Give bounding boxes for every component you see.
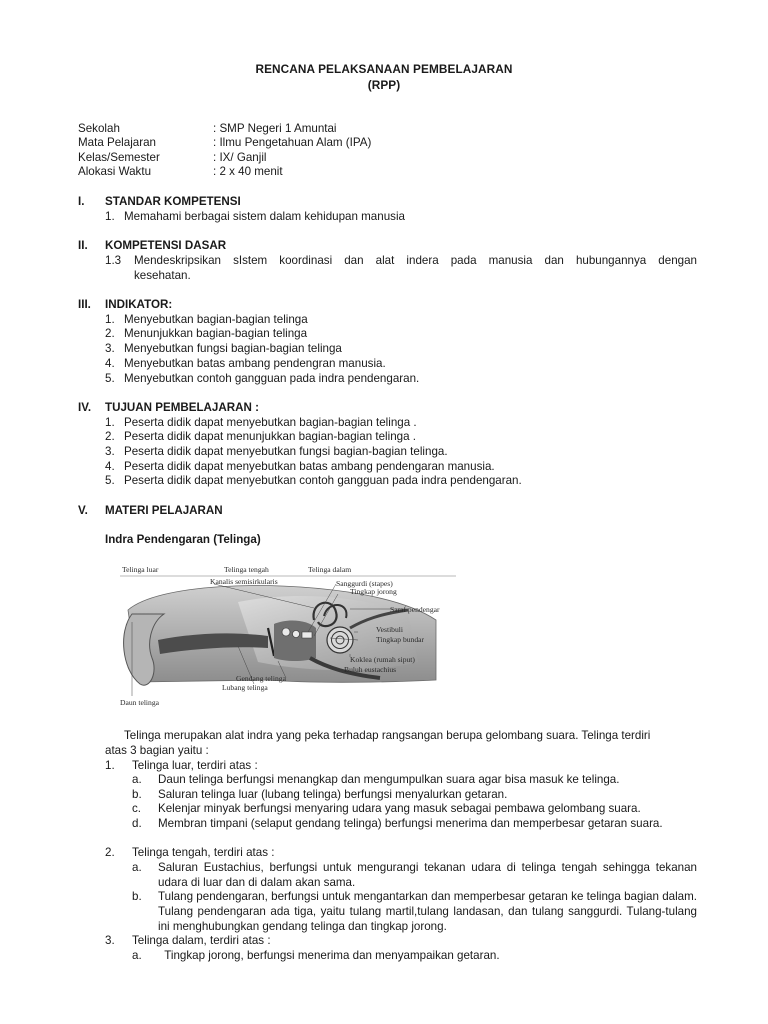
intro-paragraph: Telinga merupakan alat indra yang peka terhadap rangsangan berupa gelombang suara. Telinga terdiri [124,729,651,742]
sub-item: Tingkap jorong, berfungsi menerima dan menyampaikan getaran. [158,949,500,962]
document-subtitle: (RPP) [367,78,401,92]
identity-label: Kelas/Semester [78,151,160,164]
sub-item: Saluran Eustachius, berfungsi untuk mengurangi tekanan udara di telinga tengah sehingga tekanan udara di luar dan di dalam akan sama. [158,861,697,889]
label-koklea: Koklea (rumah siput) [350,655,415,664]
part-heading: Telinga tengah, terdiri atas : [132,846,275,859]
label-telinga-tengah: Telinga tengah [224,565,269,574]
sub-letter: d. [132,817,142,830]
list-number: 4. [105,357,115,370]
section-heading: KOMPETENSI DASAR [105,239,227,252]
list-item: Memahami berbagai sistem dalam kehidupan manusia [124,210,405,223]
list-item: Menyebutkan contoh gangguan pada indra pendengaran. [124,372,420,385]
ear-diagram-svg [118,562,458,708]
label-saraf-pendengar: Saraf pendengar [390,605,440,614]
label-lubang-telinga: Lubang telinga [222,683,268,692]
middle-ear-cavity [274,621,316,661]
sub-item: Saluran telinga luar (lubang telinga) berfungsi menyalurkan getaran. [158,788,508,801]
identity-value: : SMP Negeri 1 Amuntai [213,122,337,135]
list-number: 2. [105,430,115,443]
part-heading: Telinga dalam, terdiri atas : [132,934,271,947]
list-number: 1.3 [105,254,122,267]
identity-label: Sekolah [78,122,120,135]
part-number: 2. [105,846,115,859]
list-number: 3. [105,342,115,355]
list-item: Mendeskripsikan sIstem koordinasi dan alat indera pada manusia dan hubungannya dengan [134,254,697,267]
list-item: Menyebutkan fungsi bagian-bagian telinga [124,342,342,355]
part-number: 1. [105,759,115,772]
martil-bone [282,628,290,636]
list-number: 5. [105,474,115,487]
list-number: 3. [105,445,115,458]
intro-paragraph-continuation: atas 3 bagian yaitu : [105,744,209,757]
label-daun-telinga: Daun telinga [120,698,160,707]
label-telinga-dalam: Telinga dalam [308,565,352,574]
identity-label: Alokasi Waktu [78,165,152,178]
part-number: 3. [105,934,115,947]
list-item: Peserta didik dapat menyebutkan fungsi bagian-bagian telinga. [124,445,448,458]
identity-value: : 2 x 40 menit [213,165,283,178]
section-heading: INDIKATOR: [105,298,173,311]
landasan-bone [293,631,300,638]
sub-item: Daun telinga berfungsi menangkap dan mengumpulkan suara agar bisa masuk ke telinga. [158,773,620,786]
label-tingkap-bundar: Tingkap bundar [376,635,425,644]
identity-value: : Ilmu Pengetahuan Alam (IPA) [213,136,372,149]
koklea-shape [327,627,353,653]
label-gendang-telinga: Gendang telinga [236,674,286,683]
section-number: IV. [78,401,92,414]
list-number: 1. [105,210,115,223]
list-item: Menyebutkan bagian-bagian telinga [124,313,308,326]
list-item-continuation: kesehatan. [134,269,191,282]
sanggurdi-bone [302,632,312,638]
document-title: RENCANA PELAKSANAAN PEMBELAJARAN [255,62,513,76]
identity-value: : IX/ Ganjil [213,151,267,164]
sub-item: Membran timpani (selaput gendang telinga) berfungsi menerima dan memperbesar getaran suara. [158,817,663,830]
label-vestibuli: Vestibuli [376,625,404,634]
list-number: 2. [105,327,115,340]
list-item: Peserta didik dapat menunjukkan bagian-bagian telinga . [124,430,416,443]
label-kanalis: Kanalis semisirkularis [210,577,278,586]
section-number: V. [78,504,88,517]
sub-letter: b. [132,890,142,903]
list-number: 4. [105,460,115,473]
list-item: Peserta didik dapat menyebutkan batas ambang pendengaran manusia. [124,460,495,473]
list-number: 1. [105,416,115,429]
label-buluh-eustachius: Buluh eustachius [344,665,397,674]
list-number: 5. [105,372,115,385]
sub-letter: a. [132,773,142,786]
identity-label: Mata Pelajaran [78,136,156,149]
section-number: III. [78,298,91,311]
section-heading: TUJUAN PEMBELAJARAN : [105,401,259,414]
sub-letter: a. [132,861,142,874]
section-number: I. [78,195,85,208]
list-item: Peserta didik dapat menyebutkan bagian-bagian telinga . [124,416,417,429]
sub-item: Tulang pendengaran, berfungsi untuk mengantarkan dan memperbesar getaran ke telinga bagian dalam. Tulang pendengaran ada tiga, yaitu tulang martil,tulang landasan, dan tulang sanggurdi. Tulang-tulang ini menghubungkan gendang telinga dan tingkap jorong. [158,890,697,933]
list-item: Menyebutkan batas ambang pendengran manusia. [124,357,386,370]
label-tingkap-jorong: Tingkap jorong [350,587,397,596]
sub-letter: c. [132,802,142,815]
sub-letter: a. [132,949,142,962]
sub-letter: b. [132,788,142,801]
section-heading: STANDAR KOMPETENSI [105,195,241,208]
part-heading: Telinga luar, terdiri atas : [132,759,258,772]
sub-item: Kelenjar minyak berfungsi menyaring udara yang masuk sebagai pembawa gelombang suara. [158,802,641,815]
subsection-heading: Indra Pendengaran (Telinga) [105,533,261,546]
label-sanggurdi: Sanggurdi (stapes) [336,579,393,588]
label-telinga-luar: Telinga luar [122,565,159,574]
list-number: 1. [105,313,115,326]
list-item: Peserta didik dapat menyebutkan contoh gangguan pada indra pendengaran. [124,474,522,487]
list-item: Menunjukkan bagian-bagian telinga [124,327,308,340]
section-heading: MATERI PELAJARAN [105,504,223,517]
section-number: II. [78,239,88,252]
ear-anatomy-figure [118,562,458,708]
